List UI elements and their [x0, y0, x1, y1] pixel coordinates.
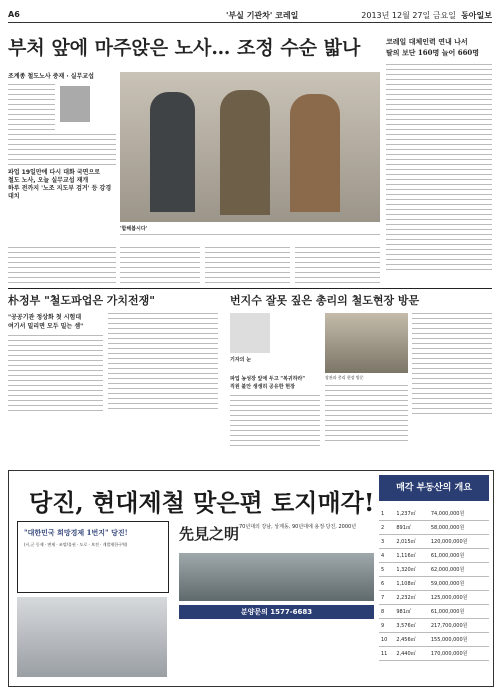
ad-price-cell: 3,576㎡	[394, 619, 429, 633]
ad-price-row	[379, 507, 489, 521]
ad-price-cell: 1,108㎡	[394, 577, 429, 591]
ad-price-row	[379, 633, 489, 647]
ad-price-cell: 2	[379, 521, 394, 535]
ad-price-cell: 2,440㎡	[394, 647, 429, 661]
ad-price-row	[379, 521, 489, 535]
ad-price-cell: 74,000,000원	[429, 507, 489, 521]
ad-price-row	[379, 619, 489, 633]
advertisement	[8, 470, 494, 687]
ad-price-cell: 2,015㎡	[394, 535, 429, 549]
ad-price-cell: 2,232㎡	[394, 591, 429, 605]
article-text	[386, 64, 492, 274]
ad-price-cell: 9	[379, 619, 394, 633]
ad-price-cell: 125,000,000원	[429, 591, 489, 605]
top-headline: 부처 앞에 마주앉은 노사… 조정 수순 밟나	[8, 37, 361, 59]
main-photo	[120, 72, 380, 222]
ad-price-row	[379, 563, 489, 577]
page-number: A6	[8, 10, 20, 19]
mid-right-sub: 파업 농성장 앞에 두고 "복귀하라" 직원 불안 생생히 공유한 현장	[230, 376, 305, 390]
ad-phone: 분양문의 1577-6683	[179, 605, 374, 619]
mid-right-headline: 번지수 잘못 짚은 총리의 철도현장 방문	[230, 294, 420, 307]
ad-price-cell: 1	[379, 507, 394, 521]
ad-price-cell: 61,000,000원	[429, 549, 489, 563]
ad-box-sub: (시,군 동제 · 면제 · 조망/물권 · 도로 · 보전 · 개발제한구역)	[24, 542, 128, 547]
article-text	[412, 313, 492, 418]
article-text	[325, 385, 408, 445]
ad-price-cell: 1,237㎡	[394, 507, 429, 521]
ad-price-cell: 155,000,000원	[429, 633, 489, 647]
sub-headline: 파업 19일만에 다시 대화 국면으로 철도 노사, 오늘 실무교섭 재개 하루 전까지 '노조 지도부 검거' 등 강경 대치	[8, 169, 112, 200]
photo-caption: '합해봅시다'	[120, 226, 148, 232]
ad-price-cell: 981㎡	[394, 605, 429, 619]
ad-price-cell: 58,000,000원	[429, 521, 489, 535]
ad-price-cell: 3	[379, 535, 394, 549]
columnist-photo	[230, 313, 270, 353]
ad-price-cell: 1,116㎡	[394, 549, 429, 563]
top-byline: 조계종 철도노사 중재 · 실무교섭	[8, 73, 94, 80]
minister-caption: 장관과 총리 현장 방문	[325, 375, 364, 380]
article-text	[205, 247, 290, 287]
article-text	[120, 247, 200, 287]
reporter-photo	[60, 86, 90, 122]
ad-side-title: 매각 부동산의 개요	[379, 475, 489, 501]
ad-price-cell: 61,000,000원	[429, 605, 489, 619]
section-title: '부실 기관차' 코레일	[226, 11, 299, 20]
minister-photo	[325, 313, 408, 373]
ad-price-cell: 8	[379, 605, 394, 619]
article-text	[8, 247, 116, 287]
ad-headline: 당진, 현대제철 맞은편 토지매각!	[29, 488, 375, 517]
ad-price-cell: 120,000,000원	[429, 535, 489, 549]
article-text	[8, 134, 116, 169]
ad-price-table	[379, 507, 489, 661]
mid-left-quote: "공공기관 정상화 첫 시험대 여기서 밀리면 모두 밀는 셈"	[8, 314, 84, 330]
ad-site-photo	[179, 553, 374, 601]
right-headline: 코레일 대체인력 연내 나서 탈의 보단 160명 늘어 660명	[386, 37, 480, 57]
ad-sale-text: 70년대의 강남, 상계동, 90년대에 용정·당진, 2000년	[239, 524, 357, 530]
ad-price-cell: 170,000,000원	[429, 647, 489, 661]
ad-price-cell: 5	[379, 563, 394, 577]
ad-price-cell: 4	[379, 549, 394, 563]
ad-sale-title: 先見之明	[179, 525, 240, 543]
column-label: 기자의 눈	[230, 357, 252, 363]
ad-price-row	[379, 549, 489, 563]
ad-price-cell: 1,320㎡	[394, 563, 429, 577]
ad-price-cell: 217,700,000원	[429, 619, 489, 633]
ad-box-title: "대한민국 희망경제 1번지" 당진!	[24, 528, 128, 537]
article-text	[8, 84, 55, 139]
ad-price-cell: 7	[379, 591, 394, 605]
ad-price-row	[379, 647, 489, 661]
ad-price-cell: 11	[379, 647, 394, 661]
section-divider	[8, 288, 492, 289]
ad-price-cell: 891㎡	[394, 521, 429, 535]
ad-box	[17, 521, 169, 593]
ad-price-cell: 2,456㎡	[394, 633, 429, 647]
ad-map	[17, 597, 167, 677]
ad-price-row	[379, 591, 489, 605]
ad-price-cell: 10	[379, 633, 394, 647]
mid-left-headline: 朴정부 "철도파업은 가치전쟁"	[8, 294, 156, 307]
article-text	[295, 247, 380, 287]
ad-price-row	[379, 577, 489, 591]
caption-text	[120, 234, 380, 239]
issue-info: 2013년 12월 27일 금요일 동아일보	[361, 11, 492, 20]
article-text	[108, 313, 218, 413]
ad-price-row	[379, 605, 489, 619]
ad-price-cell: 59,000,000원	[429, 577, 489, 591]
ad-price-cell: 6	[379, 577, 394, 591]
article-text	[8, 335, 103, 415]
article-text	[230, 395, 320, 450]
ad-price-row	[379, 535, 489, 549]
page-header	[8, 8, 492, 23]
ad-price-cell: 62,000,000원	[429, 563, 489, 577]
